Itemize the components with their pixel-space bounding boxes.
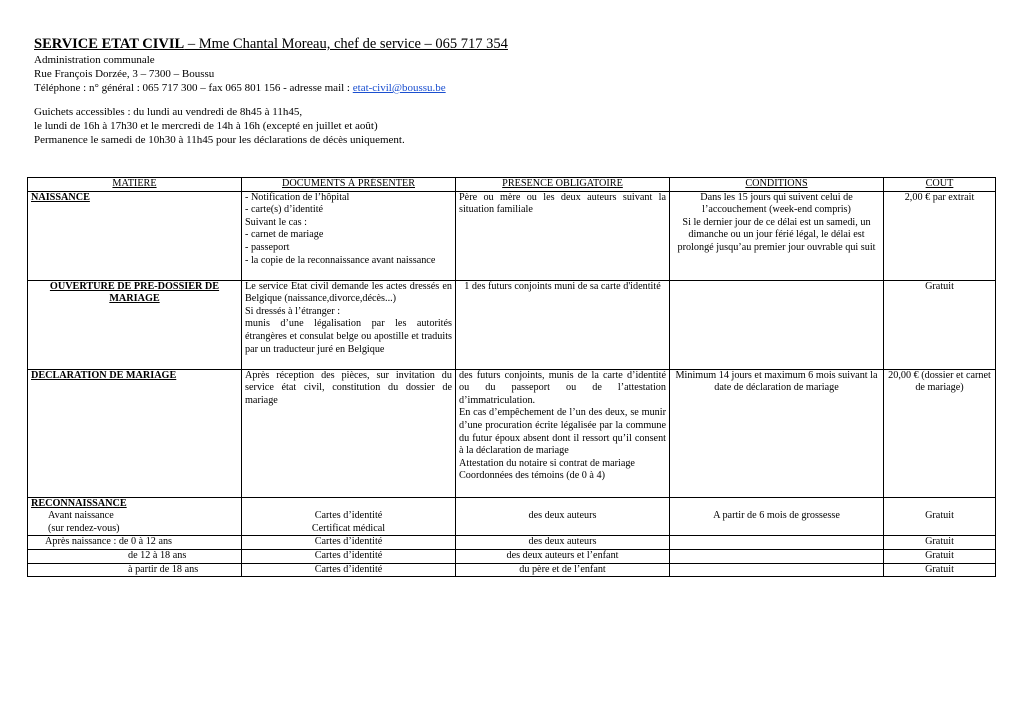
cell-documents: Cartes d’identité — [242, 536, 456, 550]
header-presence: PRESENCE OBLIGATOIRE — [456, 178, 670, 192]
table-row — [28, 536, 996, 550]
doc-line: - la copie de la reconnaissance avant naissance — [245, 254, 436, 266]
cell-presence: du père et de l’enfant — [456, 563, 670, 577]
cell-conditions — [670, 563, 884, 577]
cell-matiere: de 12 à 18 ans — [28, 549, 242, 563]
cell-matiere: NAISSANCE — [28, 191, 242, 280]
title-rest: – Mme Chantal Moreau, chef de service – 065 717 354 — [184, 36, 508, 52]
cell-documents: Cartes d’identité — [242, 563, 456, 577]
table-row — [28, 549, 996, 563]
header-documents: DOCUMENTS À PRÉSENTER — [242, 178, 456, 192]
cell-matiere — [28, 497, 242, 536]
condition-line: Dans les 15 jours qui suivent celui de l’accouchement (week-end compris) — [700, 191, 853, 216]
cell-documents — [242, 280, 456, 369]
table-header-row — [28, 178, 996, 192]
matiere-title: RECONNAISSANCE — [31, 497, 127, 509]
document-header — [34, 36, 994, 147]
title-service: SERVICE ETAT CIVIL — [34, 36, 185, 52]
doc-line: - carte(s) d’identité — [245, 204, 324, 216]
doc-line: Si dressés à l’étranger : — [245, 305, 341, 317]
hours-line-3: Permanence le samedi de 10h30 à 11h45 pour les déclarations de décès uniquement. — [34, 134, 405, 146]
matiere-sub: (sur rendez-vous) — [48, 522, 120, 534]
doc-line: munis d’une légalisation par les autorités étrangères et consulat belge ou apostille et traduits par un traducteur juré en Belgique — [245, 318, 452, 355]
cell-presence: des deux auteurs — [456, 536, 670, 550]
doc-line: Suivant le cas : — [245, 216, 307, 228]
cell-cout: Gratuit — [884, 497, 996, 536]
doc-line: Cartes d’identité — [314, 510, 383, 522]
header-cout: COUT — [884, 178, 996, 192]
cell-documents — [242, 191, 456, 280]
hours-line-1: Guichets accessibles : du lundi au vendredi de 8h45 à 11h45, — [34, 106, 303, 118]
header-conditions: CONDITIONS — [670, 178, 884, 192]
table-row-declaration — [28, 369, 996, 497]
address-line-1: Administration communale — [34, 54, 155, 66]
cell-presence: des deux auteurs — [456, 497, 670, 536]
contact-line — [34, 81, 994, 95]
presence-line: des futurs conjoints, munis de la carte d’identité ou du passeport ou de l’attestation d’immatriculation. — [459, 369, 666, 406]
cell-conditions — [670, 191, 884, 280]
cell-documents — [242, 497, 456, 536]
table-row-predossier — [28, 280, 996, 369]
cell-cout: Gratuit — [884, 280, 996, 369]
cell-conditions: Minimum 14 jours et maximum 6 mois suivant la date de déclaration de mariage — [670, 369, 884, 497]
presence-line: Attestation du notaire si contrat de mariage — [459, 457, 635, 469]
doc-line: Certificat médical — [311, 522, 386, 534]
address-line-2: Rue François Dorzée, 3 – 7300 – Boussu — [34, 68, 215, 80]
table-row-naissance — [28, 191, 996, 280]
doc-line: - Notification de l’hôpital — [245, 191, 350, 203]
matiere-sub: Avant naissance — [48, 510, 114, 522]
cell-conditions: A partir de 6 mois de grossesse — [670, 497, 884, 536]
cell-cout: Gratuit — [884, 536, 996, 550]
cell-matiere: Après naissance : de 0 à 12 ans — [28, 536, 242, 550]
doc-line: Le service Etat civil demande les actes dressés en Belgique (naissance,divorce,décès...) — [245, 280, 452, 305]
cell-cout: Gratuit — [884, 549, 996, 563]
presence-line: Coordonnées des témoins (de 0 à 4) — [459, 470, 605, 482]
cell-matiere: à partir de 18 ans — [28, 563, 242, 577]
cell-presence: 1 des futurs conjoints muni de sa carte d'identité — [456, 280, 670, 369]
phone-text: Téléphone : n° général : 065 717 300 – fax 065 801 156 - adresse mail : — [34, 82, 353, 94]
condition-line: Si le dernier jour de ce délai est un samedi, un dimanche ou un jour férié légal, le délai est prolongé jusqu’au premier jour ouvrable qui suit — [677, 216, 876, 253]
header-matiere: MATIERE — [28, 178, 242, 192]
services-table — [27, 177, 996, 577]
table-row-reconnaissance-avant — [28, 497, 996, 536]
cell-presence: Père ou mère ou les deux auteurs suivant la situation familiale — [456, 191, 670, 280]
cell-documents: Cartes d’identité — [242, 549, 456, 563]
cell-matiere: OUVERTURE DE PRE-DOSSIER DE MARIAGE — [28, 280, 242, 369]
hours-line-2: le lundi de 16h à 17h30 et le mercredi de 14h à 16h (excepté en juillet et août) — [34, 120, 378, 132]
cell-matiere: DECLARATION DE MARIAGE — [28, 369, 242, 497]
cell-presence: des deux auteurs et l’enfant — [456, 549, 670, 563]
cell-cout: 2,00 € par extrait — [884, 191, 996, 280]
cell-conditions — [670, 280, 884, 369]
table-row — [28, 563, 996, 577]
doc-line: - carnet de mariage — [245, 229, 324, 241]
cell-cout: Gratuit — [884, 563, 996, 577]
cell-conditions — [670, 536, 884, 550]
cell-documents: Après réception des pièces, sur invitation du service état civil, constitution du dossier de mariage — [242, 369, 456, 497]
page-title — [34, 36, 994, 53]
email-link[interactable]: etat-civil@boussu.be — [352, 82, 446, 94]
doc-line: - passeport — [245, 241, 290, 253]
cell-conditions — [670, 549, 884, 563]
cell-presence — [456, 369, 670, 497]
presence-line: En cas d’empêchement de l’un des deux, se munir d’une procuration écrite légalisée par la commune du futur époux absent dont il ressort qu’il consent à la déclaration de mariage — [459, 407, 666, 457]
cell-cout: 20,00 € (dossier et carnet de mariage) — [884, 369, 996, 497]
